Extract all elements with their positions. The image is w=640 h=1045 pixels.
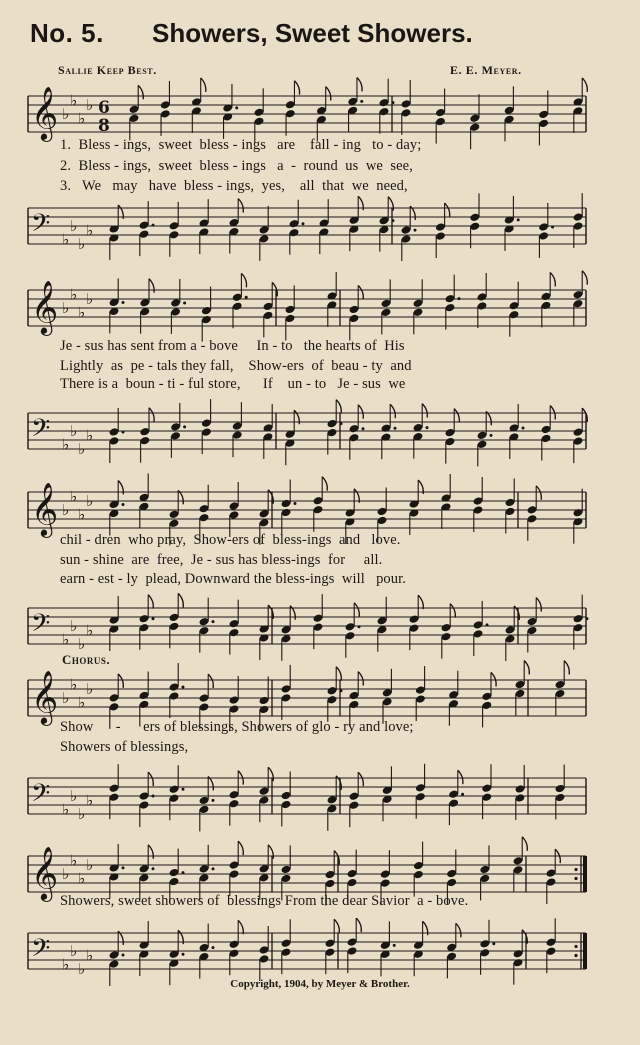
flat-icon: ♭ (70, 942, 78, 960)
flat-icon: ♭ (86, 221, 94, 240)
flat-icon: ♭ (78, 303, 86, 322)
verse-3-line-1: 3. We may have bless - ings, yes, all that we need, (60, 178, 408, 194)
flat-icon: ♭ (62, 299, 70, 317)
bass-clef-icon: 𝄢 (31, 608, 51, 644)
flat-icon: ♭ (78, 635, 86, 653)
treble-clef-icon: 𝄞 (31, 669, 59, 724)
flat-icon: ♭ (70, 422, 78, 440)
flat-icon: ♭ (86, 492, 94, 510)
flat-icon: ♭ (62, 435, 70, 454)
chorus-line-1-alt: Showers of blessings, (60, 739, 189, 755)
treble-staff (0, 481, 640, 536)
flat-icon: ♭ (78, 109, 86, 128)
verse-1-line-3: chil - dren who pray, Show-ers of bless-ings and love. (60, 532, 401, 548)
flat-icon: ♭ (86, 96, 94, 114)
chorus-line-2: Showers, sweet showers of blessings From the dear Savior a - bove. (60, 893, 469, 909)
lyricist-credit: Sallie Keep Best. (58, 63, 157, 77)
verse-1-line-1: 1. Bless - ings, sweet bless - ings are fall - ing to - day; (60, 137, 422, 153)
flat-icon: ♭ (70, 285, 78, 304)
flat-icon: ♭ (86, 856, 94, 874)
flat-icon: ♭ (86, 946, 94, 965)
time-signature-top: 6 (98, 98, 110, 119)
hymn-title: Showers, Sweet Showers. (152, 18, 473, 48)
verse-3-line-2: There is a boun - ti - ful store, If un - to Je - sus we (60, 376, 406, 392)
treble-clef-icon: 𝄞 (31, 845, 59, 900)
flat-icon: ♭ (78, 960, 86, 978)
copyright-notice: Copyright, 1904, by Meyer & Brother. (230, 978, 410, 990)
flat-icon: ♭ (70, 487, 78, 506)
flat-icon: ♭ (78, 235, 86, 253)
flat-icon: ♭ (62, 105, 70, 123)
flat-icon: ♭ (70, 851, 78, 870)
bass-clef-icon: 𝄢 (31, 778, 51, 814)
flat-icon: ♭ (62, 955, 70, 974)
flat-icon: ♭ (86, 791, 94, 810)
bass-staff (0, 770, 640, 823)
flat-icon: ♭ (86, 426, 94, 445)
flat-icon: ♭ (62, 865, 70, 883)
flat-icon: ♭ (86, 621, 94, 640)
treble-clef-icon: 𝄞 (31, 85, 59, 140)
flat-icon: ♭ (86, 290, 94, 308)
treble-clef-icon: 𝄞 (31, 279, 59, 334)
treble-staff (0, 279, 640, 334)
bass-staff (0, 600, 640, 653)
flat-icon: ♭ (62, 630, 70, 649)
verse-1-line-2: Je - sus has sent from a - bove In - to the hearts of His (60, 338, 405, 354)
flat-icon: ♭ (78, 440, 86, 458)
flat-icon: ♭ (70, 91, 78, 110)
bass-staff (0, 200, 640, 253)
flat-icon: ♭ (70, 617, 78, 635)
flat-icon: ♭ (62, 800, 70, 819)
flat-icon: ♭ (86, 680, 94, 698)
flat-icon: ♭ (62, 689, 70, 707)
bass-staff (0, 405, 640, 458)
bass-clef-icon: 𝄢 (31, 933, 51, 969)
bass-clef-icon: 𝄢 (31, 208, 51, 244)
flat-icon: ♭ (78, 505, 86, 524)
verse-2-line-2: Lightly as pe - tals they fall, Show-ers of beau - ty and (60, 358, 412, 374)
chorus-label: Chorus. (62, 652, 111, 667)
flat-icon: ♭ (70, 787, 78, 805)
verse-3-line-3: earn - est - ly plead, Downward the bless-ings will pour. (60, 571, 406, 587)
verse-2-line-1: 2. Bless - ings, sweet bless - ings a - round us we see, (60, 158, 413, 174)
flat-icon: ♭ (70, 217, 78, 235)
treble-staff (0, 669, 640, 724)
verse-2-line-3: sun - shine are free, Je - sus has bless-ings for all. (60, 552, 383, 568)
flat-icon: ♭ (78, 805, 86, 823)
flat-icon: ♭ (70, 675, 78, 694)
time-signature-bottom: 8 (98, 116, 110, 137)
flat-icon: ♭ (78, 693, 86, 712)
chorus-line-1: Show - ers of blessings, Showers of glo - ry and love; (60, 719, 414, 735)
flat-icon: ♭ (78, 869, 86, 888)
treble-staff (0, 85, 640, 140)
flat-icon: ♭ (62, 501, 70, 519)
treble-clef-icon: 𝄞 (31, 481, 59, 536)
composer-credit: E. E. Meyer. (450, 63, 522, 77)
treble-staff (0, 845, 640, 900)
bass-clef-icon: 𝄢 (31, 413, 51, 449)
bass-staff (0, 925, 640, 978)
hymn-number: No. 5. (30, 18, 104, 48)
flat-icon: ♭ (62, 230, 70, 249)
